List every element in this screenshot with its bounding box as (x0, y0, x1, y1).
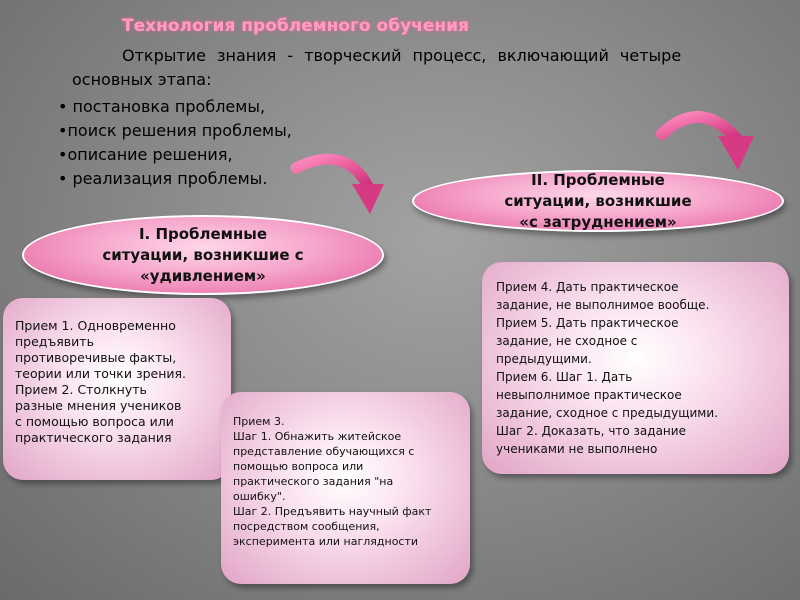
card-line: Шаг 1. Обнажить житейское (233, 430, 402, 443)
card-line: эксперимента или наглядности (233, 535, 419, 548)
oval-line: «с затруднением» (519, 212, 677, 231)
card-line: практического задания (15, 430, 172, 445)
card-line: теории или точки зрения. (15, 366, 187, 381)
intro-line-1: Открытие знания - творческий процесс, включающий четыре (122, 46, 682, 65)
card-line: ошибку". (233, 490, 286, 503)
stage-item: • реализация проблемы. (58, 169, 268, 188)
card-line: Шаг 2. Предъявить научный факт (233, 505, 432, 518)
card-line: задание, не выполнимое вообще. (496, 298, 710, 312)
oval-line: «удивлением» (140, 266, 266, 285)
card-line: представление обучающихся с (233, 445, 415, 458)
card-line: Прием 2. Столкнуть (15, 382, 147, 397)
slide-title: Технология проблемного обучения (122, 16, 469, 36)
stage-item: • постановка проблемы, (58, 97, 266, 116)
stage-item: •описание решения, (58, 145, 233, 164)
oval-line: II. Проблемные (531, 170, 665, 189)
techniques-card-1 (3, 298, 231, 480)
techniques-card-3 (482, 262, 789, 474)
card-line: задание, не сходное с (496, 334, 638, 348)
card-line: невыполнимое практическое (496, 388, 682, 402)
card-line: предъявить (15, 334, 94, 349)
card-line: Прием 3. (233, 415, 285, 428)
intro-line-2: основных этапа: (72, 70, 212, 89)
oval-line: I. Проблемные (138, 224, 268, 243)
card-line: с помощью вопроса или (15, 414, 174, 429)
techniques-card-2 (221, 392, 470, 584)
card-line: Шаг 2. Доказать, что задание (496, 424, 686, 438)
stage-item: •поиск решения проблемы, (58, 121, 292, 140)
curved-arrow-icon (290, 148, 390, 228)
card-line: предыдущими. (496, 352, 592, 366)
situation-oval-difficulty (412, 170, 784, 232)
card-line: Прием 4. Дать практическое (496, 280, 679, 294)
stages-list (58, 95, 292, 191)
card-line: Прием 1. Одновременно (15, 318, 176, 333)
situation-oval-surprise (22, 215, 384, 295)
card-line: задание, сходное с предыдущими. (496, 406, 718, 420)
card-line: разные мнения учеников (15, 398, 182, 413)
card-line: противоречивые факты, (15, 350, 177, 365)
card-line: помощью вопроса или (233, 460, 364, 473)
oval-line: ситуации, возникшие с (102, 245, 304, 264)
card-line: учениками не выполнено (496, 442, 658, 456)
card-line: Прием 6. Шаг 1. Дать (496, 370, 633, 384)
card-line: посредством сообщения, (233, 520, 380, 533)
oval-line: ситуации, возникшие (504, 191, 692, 210)
card-line: практического задания "на (233, 475, 394, 488)
card-line: Прием 5. Дать практическое (496, 316, 679, 330)
